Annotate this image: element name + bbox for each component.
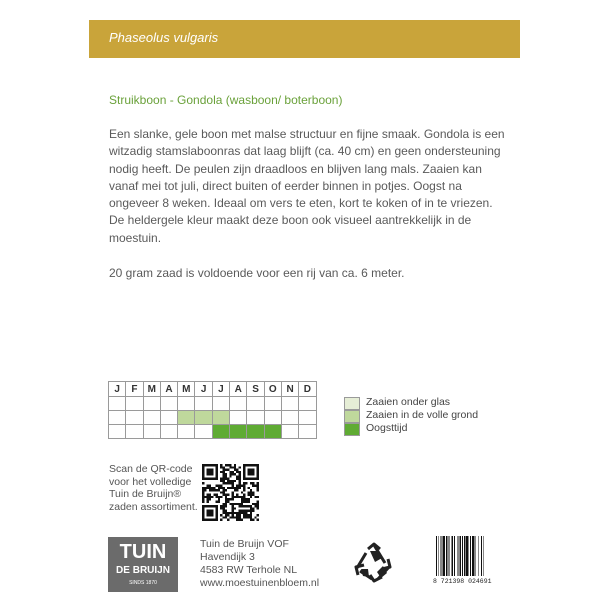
logo-line-2: DE BRUIJN: [116, 565, 170, 576]
calendar-cell: [299, 411, 316, 425]
calendar-row-volle: [109, 411, 317, 425]
legend-swatch: [344, 423, 360, 436]
address-line: Havendijk 3: [200, 551, 255, 563]
calendar-cell: [160, 425, 177, 439]
calendar-cell: [212, 411, 229, 425]
calendar-months-row: [109, 382, 317, 397]
month-cell: M: [178, 382, 195, 397]
header-banner: [89, 20, 520, 58]
calendar-cell: [195, 397, 212, 411]
qr-caption-line: voor het volledige: [109, 475, 192, 488]
calendar-cell: [195, 425, 212, 439]
qr-caption: [109, 463, 204, 513]
calendar-cell: [299, 425, 316, 439]
calendar-cell: [230, 411, 247, 425]
calendar-cell: [109, 425, 126, 439]
qr-caption-line: Scan de QR-code: [109, 463, 193, 475]
calendar-row-glas: [109, 397, 317, 411]
month-cell: J: [109, 382, 126, 397]
product-description: Een slanke, gele boon met malse structuur en fijne smaak. Gondola is een witzadig stamslaboonras dat laag blijft (ca. 40 cm) en geen ondersteuning nodig heeft. De peulen zijn draadloos en blijven lang mals. Zaaien kan vanaf mei tot juli, direct buiten of eerder binnen in potjes. Oogst na ongeveer 8 weken. Ideaal om vers te eten, kort te koken of in te vriezen. De heldergele kleur maakt deze boon ook visueel aantrekkelijk in de moestuin.: [109, 127, 505, 245]
calendar-cell: [195, 411, 212, 425]
qr-caption-line: Tuin de Bruijn®: [109, 488, 182, 501]
calendar-cell: [126, 425, 143, 439]
calendar-cell: [126, 397, 143, 411]
species-name: Phaseolus vulgaris: [109, 30, 219, 45]
legend-swatch: [344, 397, 360, 410]
barcode-number: 8 721398 024691: [433, 578, 492, 585]
calendar-cell: [178, 425, 195, 439]
calendar-cell: [264, 411, 281, 425]
month-cell: A: [230, 382, 247, 397]
logo-line-3: SINDS 1870: [129, 580, 157, 586]
calendar-cell: [247, 397, 264, 411]
calendar-cell: [281, 397, 298, 411]
month-cell: F: [126, 382, 143, 397]
month-cell: N: [281, 382, 298, 397]
legend-swatch: [344, 410, 360, 423]
tuin-de-bruijn-logo: [108, 537, 178, 592]
calendar-cell: [230, 425, 247, 439]
legend-label: Oogsttijd: [366, 422, 408, 434]
sowing-calendar: [108, 381, 317, 439]
month-cell: D: [299, 382, 316, 397]
calendar-cell: [281, 425, 298, 439]
month-cell: A: [160, 382, 177, 397]
calendar-cell: [247, 425, 264, 439]
calendar-cell: [230, 397, 247, 411]
calendar-cell: [299, 397, 316, 411]
logo-line-1: TUIN: [119, 541, 167, 563]
calendar-cell: [178, 397, 195, 411]
calendar-cell: [160, 397, 177, 411]
calendar-row-oogst: [109, 425, 317, 439]
calendar-cell: [281, 411, 298, 425]
company-address: [200, 538, 319, 590]
seed-quantity: 20 gram zaad is voldoende voor een rij van ca. 6 meter.: [109, 266, 405, 280]
month-cell: S: [247, 382, 264, 397]
calendar-cell: [143, 397, 160, 411]
month-cell: J: [195, 382, 212, 397]
month-cell: O: [264, 382, 281, 397]
legend-label: Zaaien onder glas: [366, 396, 451, 408]
calendar-cell: [264, 425, 281, 439]
calendar-cell: [212, 397, 229, 411]
calendar-cell: [264, 397, 281, 411]
legend-label: Zaaien in de volle grond: [366, 409, 479, 421]
website-link[interactable]: www.moestuinenbloem.nl: [200, 577, 320, 589]
calendar-cell: [109, 411, 126, 425]
address-line: Tuin de Bruijn VOF: [200, 538, 289, 550]
month-cell: M: [143, 382, 160, 397]
qr-code-icon[interactable]: [202, 464, 259, 521]
calendar-cell: [247, 411, 264, 425]
recycle-icon: [352, 541, 396, 585]
calendar-cell: [126, 411, 143, 425]
calendar-cell: [143, 425, 160, 439]
address-line: 4583 RW Terhole NL: [200, 564, 298, 576]
calendar-cell: [109, 397, 126, 411]
calendar-cell: [160, 411, 177, 425]
month-cell: J: [212, 382, 229, 397]
calendar-cell: [143, 411, 160, 425]
calendar-cell: [178, 411, 195, 425]
qr-caption-line: zaden assortiment.: [109, 500, 198, 513]
calendar-cell: [212, 425, 229, 439]
product-subtitle: Struikboon - Gondola (wasboon/ boterboon): [109, 93, 343, 107]
